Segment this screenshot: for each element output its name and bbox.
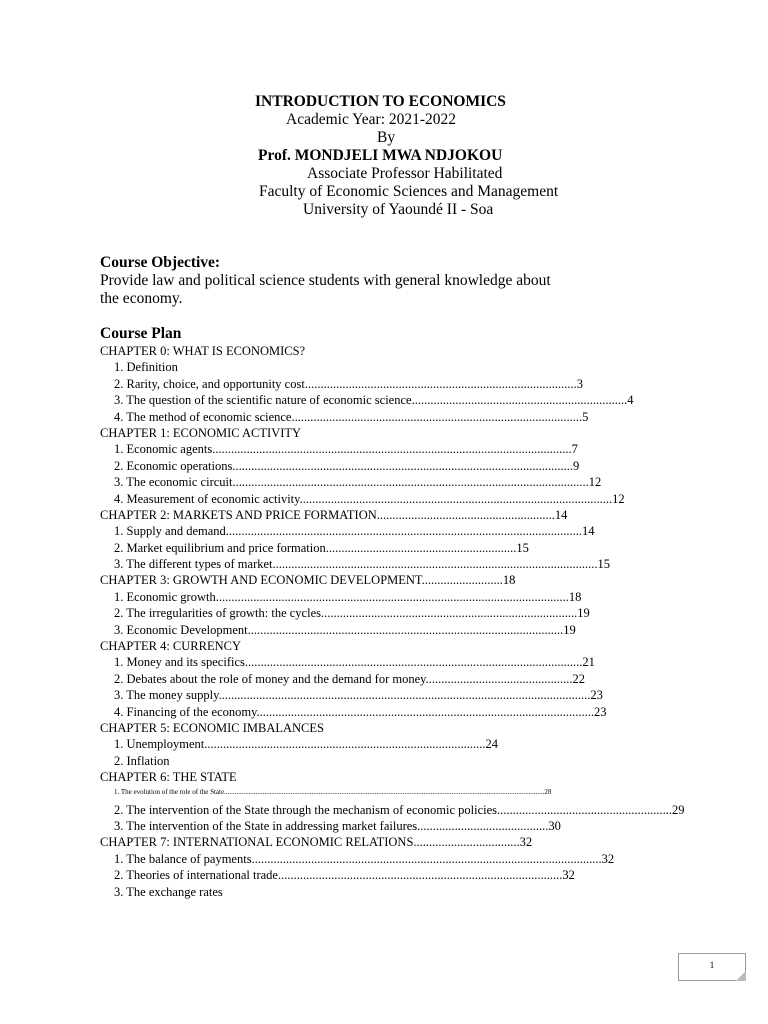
toc-item: 1. Definition [114,360,178,375]
course-plan-section [100,325,700,900]
toc-item: 2. Economic operations.............................................................................................................9 [114,458,580,473]
toc-item: 2. Inflation [114,753,170,768]
chapter-heading: CHAPTER 0: WHAT IS ECONOMICS? [100,344,306,358]
toc-item: 4. Measurement of economic activity....................................................................................................12 [114,491,625,506]
toc-item: 3. The different types of market........................................................................................................15 [114,557,611,572]
page-number-box [678,953,746,981]
chapter-heading: CHAPTER 5: ECONOMIC IMBALANCES [100,720,324,735]
toc-item: 4. The method of economic science.............................................................................................5 [114,409,589,424]
toc-item: 1. The balance of payments................................................................................................................32 [114,851,615,866]
course-objective-heading: Course Objective: [100,254,221,271]
academic-year: Academic Year: 2021-2022 [286,111,457,128]
toc-item: 2. Market equilibrium and price formation.............................................................15 [114,540,529,555]
toc-item: 3. The economic circuit..................................................................................................................12 [114,475,602,490]
course-objective-text-line-2: the economy. [100,290,183,307]
chapter-heading: CHAPTER 3: GROWTH AND ECONOMIC DEVELOPMENT..........................18 [100,573,516,588]
toc-item: 1. Supply and demand..................................................................................................................14 [114,524,595,539]
course-plan-heading: Course Plan [100,325,182,342]
toc-item: 2. Theories of international trade...........................................................................................32 [114,868,575,883]
course-objective-section [100,254,660,308]
toc-item: 3. The question of the scientific nature of economic science.....................................................................4 [114,393,634,408]
toc-item: 1. The evolution of the role of the State.......................................................................................................................................................................................28 [114,787,552,796]
toc-item: 1. Economic agents...................................................................................................................7 [114,442,578,457]
toc-item: 1. Unemployment..........................................................................................24 [114,737,499,752]
author-position: Associate Professor Habilitated [307,165,503,182]
toc-item: 4. Financing of the economy............................................................................................................23 [114,704,607,719]
toc-item: 3. The intervention of the State in addressing market failures..........................................30 [114,818,561,833]
toc-item: 3. The money supply.......................................................................................................................23 [114,688,603,703]
university-name: University of Yaoundé II - Soa [303,201,494,218]
by-line: By [377,129,396,146]
page-number: 1 [709,960,715,970]
chapter-heading: CHAPTER 4: CURRENCY [100,639,241,654]
toc-item: 3. Economic Development.....................................................................................................19 [114,622,576,637]
course-objective-text-line-1: Provide law and political science students with general knowledge about [100,272,551,289]
toc-item: 2. The intervention of the State through the mechanism of economic policies........................................................29 [114,802,685,817]
toc-item: 1. Economic growth.................................................................................................................18 [114,589,582,604]
toc-item: 2. Rarity, choice, and opportunity cost.......................................................................................3 [114,376,583,391]
toc-item: 2. The irregularities of growth: the cycles..................................................................................19 [114,606,590,621]
toc-item: 2. Debates about the role of money and the demand for money...............................................22 [114,671,585,686]
chapter-heading: CHAPTER 6: THE STATE [100,770,237,785]
chapter-heading: CHAPTER 2: MARKETS AND PRICE FORMATION.........................................................14 [100,507,568,522]
chapter-heading: CHAPTER 1: ECONOMIC ACTIVITY [100,425,302,440]
toc-item: 1. Money and its specifics............................................................................................................21 [114,655,595,670]
faculty-name: Faculty of Economic Sciences and Management [259,183,559,200]
chapter-heading: CHAPTER 7: INTERNATIONAL ECONOMIC RELATIONS..................................32 [100,835,533,850]
author-name: Prof. MONDJELI MWA NDJOKOU [258,147,503,164]
toc-item: 3. The exchange rates [114,884,223,899]
document-title: INTRODUCTION TO ECONOMICS [255,93,506,110]
